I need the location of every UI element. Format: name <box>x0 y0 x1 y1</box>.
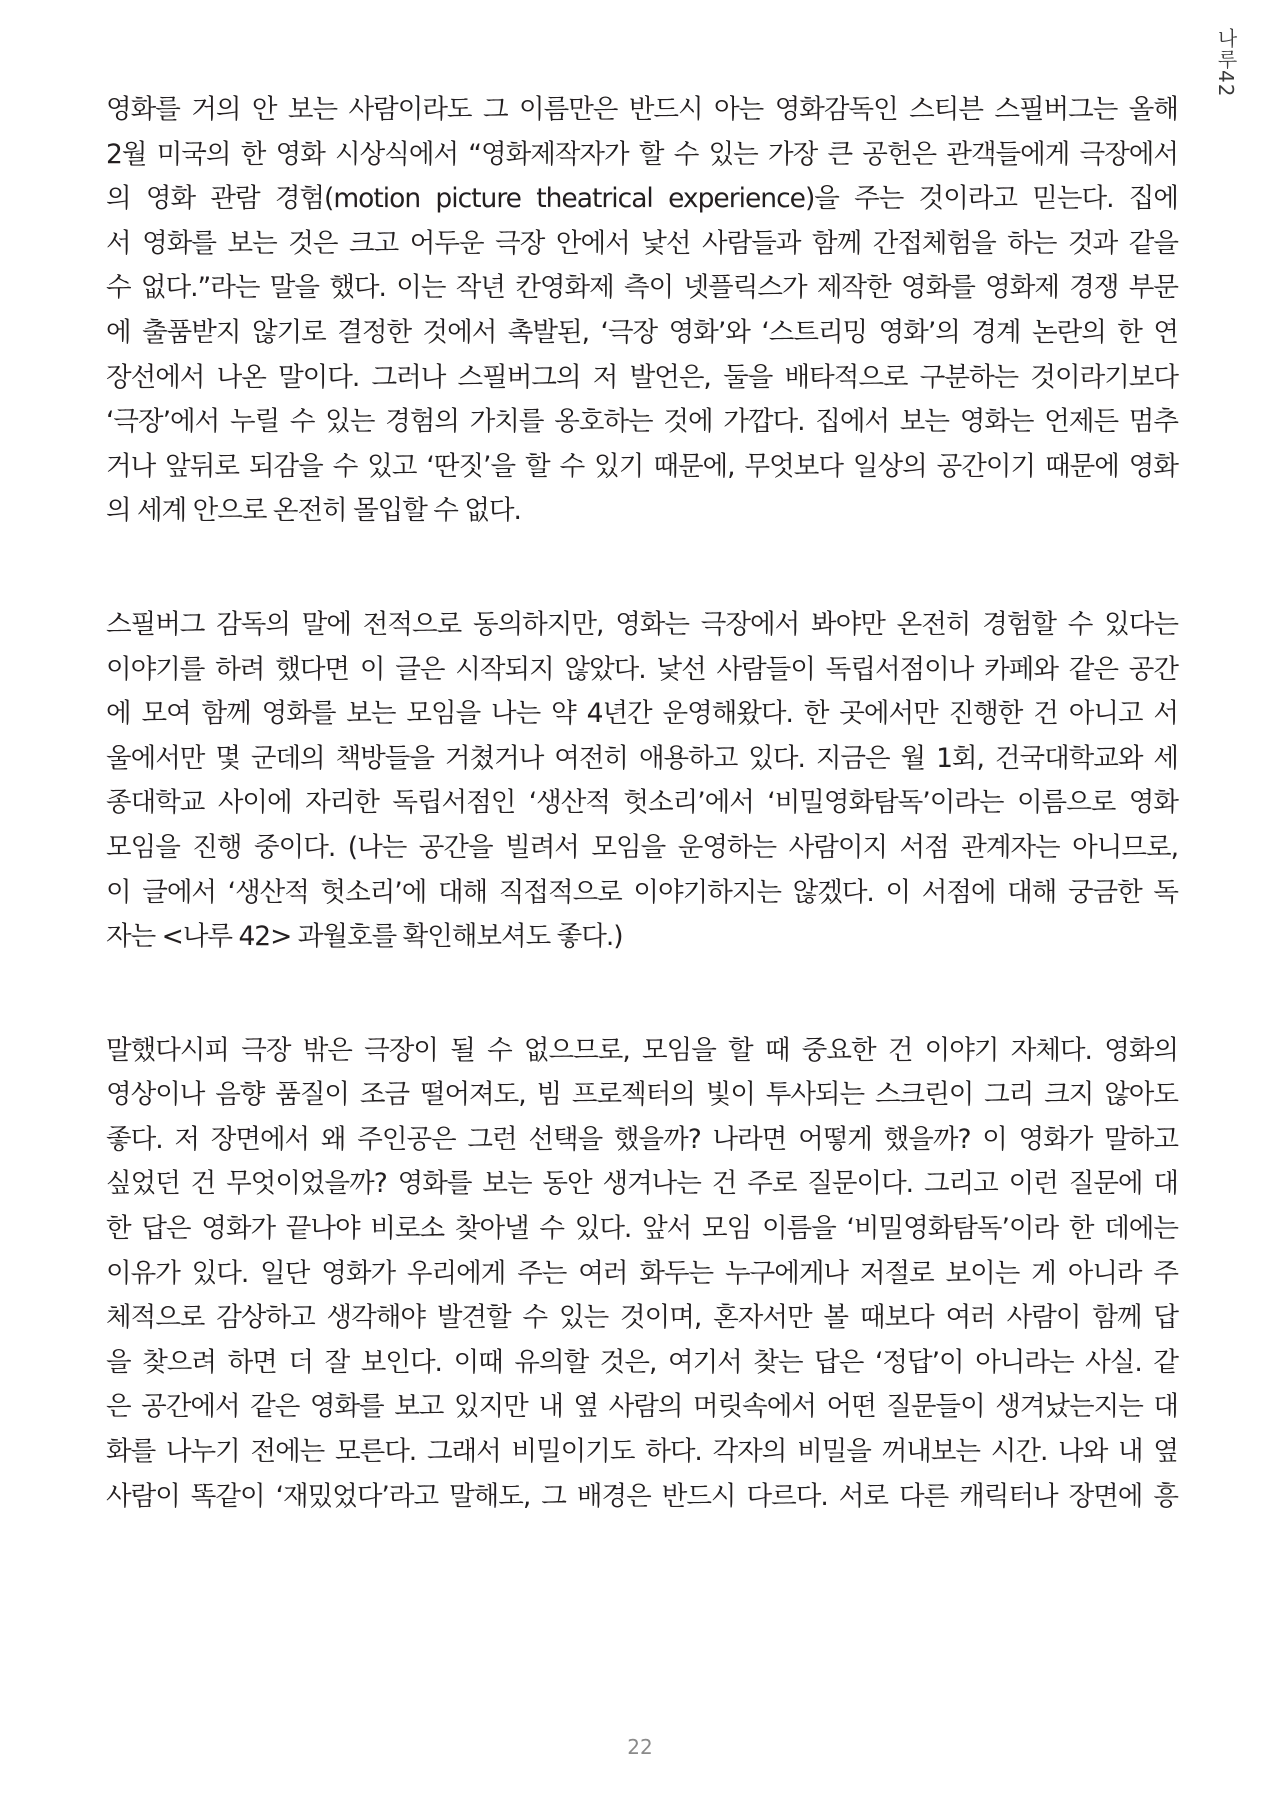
running-head: 나루42 <box>1214 28 1238 98</box>
text-line: 좋다. 저 장면에서 왜 주인공은 그런 선택을 했을까? 나라면 어떻게 했을까? 이 영화가 말하고 <box>106 1123 1178 1155</box>
article-body <box>106 88 1178 1519</box>
text-line: 에 모여 함께 영화를 보는 모임을 나는 약 4년간 운영해왔다. 한 곳에서만 진행한 건 아니고 서 <box>106 698 1178 730</box>
text-line: 한 답은 영화가 끝나야 비로소 찾아낼 수 있다. 앞서 모임 이름을 ‘비밀영화탐독’이라 한 데에는 <box>106 1213 1178 1245</box>
text-line: 이 글에서 ‘생산적 헛소리’에 대해 직접적으로 이야기하지는 않겠다. 이 서점에 대해 궁금한 독 <box>106 876 1178 908</box>
text-line: 사람이 똑같이 ‘재밌었다’라고 말해도, 그 배경은 반드시 다르다. 서로 다른 캐릭터나 장면에 흥 <box>106 1480 1178 1512</box>
text-line: 이야기를 하려 했다면 이 글은 시작되지 않았다. 낯선 사람들이 독립서점이나 카페와 같은 공간 <box>106 653 1178 685</box>
text-line: 말했다시피 극장 밖은 극장이 될 수 없으므로, 모임을 할 때 중요한 건 이야기 자체다. 영화의 <box>106 1034 1178 1066</box>
text-line: 영화를 거의 안 보는 사람이라도 그 이름만은 반드시 아는 영화감독인 스티븐 스필버그는 올해 <box>106 94 1178 125</box>
text-line: 이유가 있다. 일단 영화가 우리에게 주는 여러 화두는 누구에게나 저절로 보이는 게 아니라 주 <box>106 1257 1178 1289</box>
text-line: 자는 <나루 42> 과월호를 확인해보셔도 좋다.) <box>106 921 623 953</box>
page-number: 22 <box>627 1735 653 1759</box>
text-line: 모임을 진행 중이다. (나는 공간을 빌려서 모임을 운영하는 사람이지 서점 관계자는 아니므로, <box>106 831 1178 863</box>
text-line: 싶었던 건 무엇이었을까? 영화를 보는 동안 생겨나는 건 주로 질문이다. 그리고 이런 질문에 대 <box>106 1168 1178 1200</box>
text-line: 의 세계 안으로 온전히 몰입할 수 없다. <box>106 495 521 527</box>
text-line: 을 찾으려 하면 더 잘 보인다. 이때 유의할 것은, 여기서 찾는 답은 ‘정답’이 아니라는 사실. 같 <box>106 1346 1178 1378</box>
text-line: 수 없다.”라는 말을 했다. 이는 작년 칸영화제 측이 넷플릭스가 제작한 영화를 영화제 경쟁 부문 <box>106 272 1178 304</box>
text-line: 의 영화 관람 경험(motion picture theatrical experience)을 주는 것이라고 믿는다. 집에 <box>106 183 1178 215</box>
text-line: 울에서만 몇 군데의 책방들을 거쳤거나 여전히 애용하고 있다. 지금은 월 1회, 건국대학교와 세 <box>106 742 1178 774</box>
text-line: 체적으로 감상하고 생각해야 발견할 수 있는 것이며, 혼자서만 볼 때보다 여러 사람이 함께 답 <box>106 1302 1178 1334</box>
text-line: 서 영화를 보는 것은 크고 어두운 극장 안에서 낯선 사람들과 함께 간접체험을 하는 것과 같을 <box>106 227 1178 259</box>
text-line: 장선에서 나온 말이다. 그러나 스필버그의 저 발언은, 둘을 배타적으로 구분하는 것이라기보다 <box>106 361 1178 393</box>
text-line: 거나 앞뒤로 되감을 수 있고 ‘딴짓’을 할 수 있기 때문에, 무엇보다 일상의 공간이기 때문에 영화 <box>106 450 1178 482</box>
text-line: ‘극장’에서 누릴 수 있는 경험의 가치를 옹호하는 것에 가깝다. 집에서 보는 영화는 언제든 멈추 <box>106 406 1178 438</box>
text-line: 영상이나 음향 품질이 조금 떨어져도, 빔 프로젝터의 빛이 투사되는 스크린이 그리 크지 않아도 <box>106 1079 1178 1111</box>
text-line: 스필버그 감독의 말에 전적으로 동의하지만, 영화는 극장에서 봐야만 온전히 경험할 수 있다는 <box>106 608 1178 640</box>
paragraph <box>106 603 1178 960</box>
paragraph <box>106 88 1178 534</box>
text-line: 2월 미국의 한 영화 시상식에서 “영화제작자가 할 수 있는 가장 큰 공헌은 관객들에게 극장에서 <box>106 138 1178 170</box>
text-line: 에 출품받지 않기로 결정한 것에서 촉발된, ‘극장 영화’와 ‘스트리밍 영화’의 경계 논란의 한 연 <box>106 316 1178 348</box>
text-line: 은 공간에서 같은 영화를 보고 있지만 내 옆 사람의 머릿속에서 어떤 질문들이 생겨났는지는 대 <box>106 1391 1178 1423</box>
text-line: 종대학교 사이에 자리한 독립서점인 ‘생산적 헛소리’에서 ‘비밀영화탐독’이라는 이름으로 영화 <box>106 787 1178 819</box>
text-line: 화를 나누기 전에는 모른다. 그래서 비밀이기도 하다. 각자의 비밀을 꺼내보는 시간. 나와 내 옆 <box>106 1436 1178 1468</box>
paragraph <box>106 1029 1178 1520</box>
